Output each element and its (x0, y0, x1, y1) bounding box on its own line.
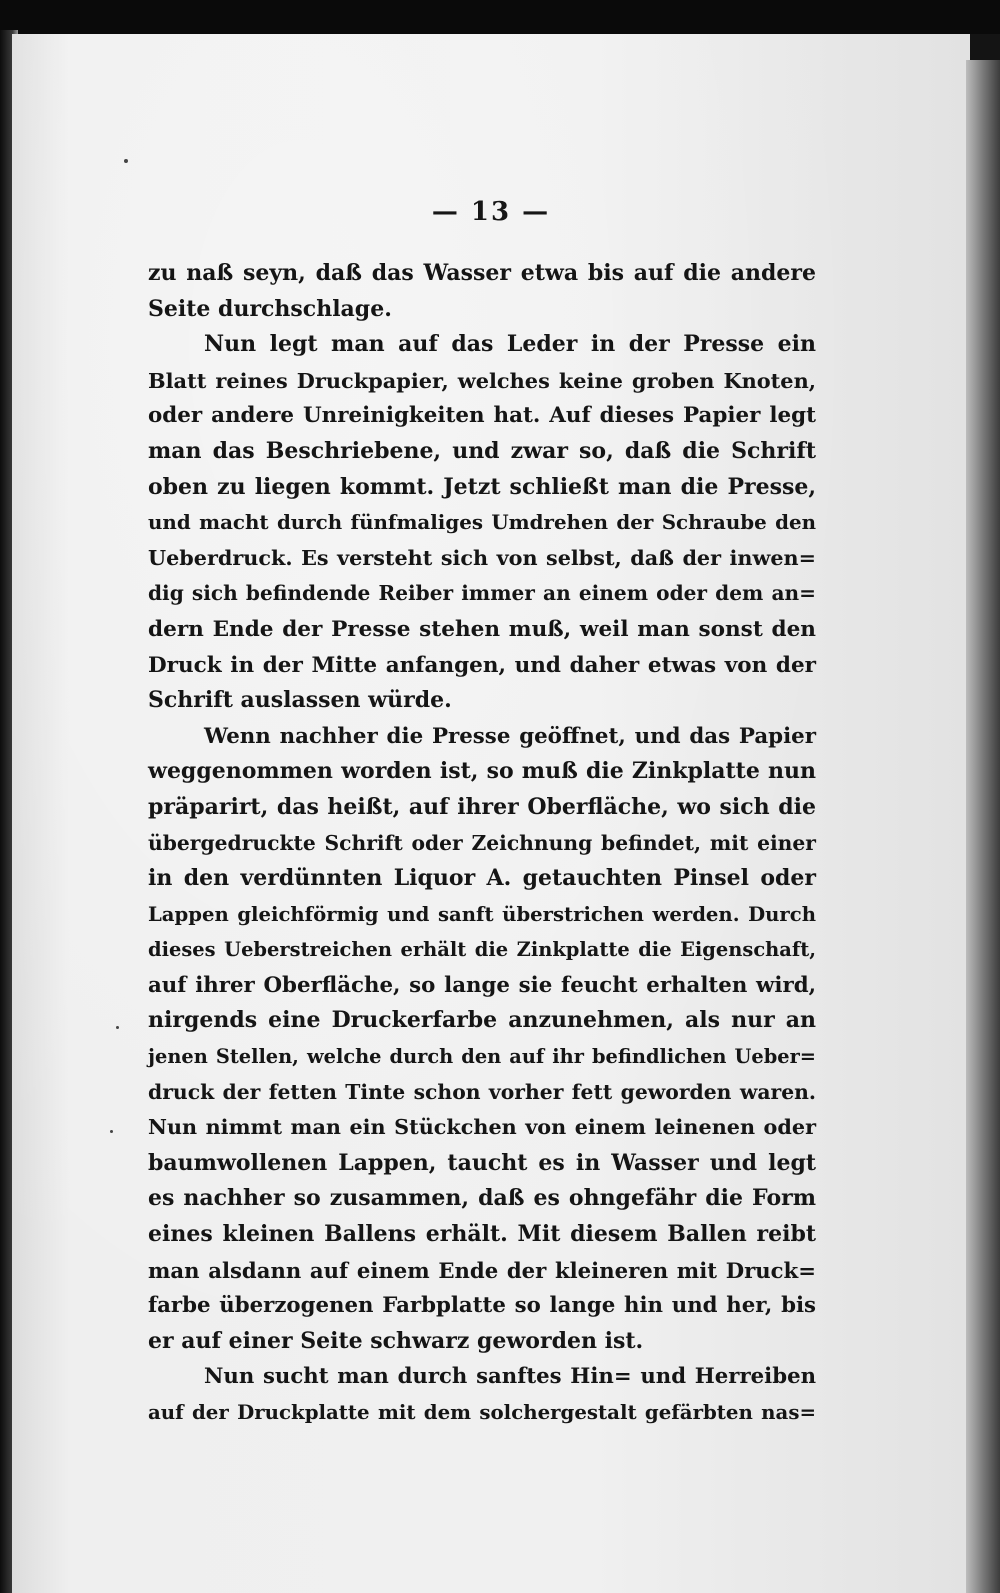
book-page (12, 34, 970, 1593)
text-line: druck der fetten Tinte schon vorher fett geworden waren. (148, 1079, 816, 1104)
text-line: baumwollenen Lappen, taucht es in Wasser und legt (148, 1149, 816, 1176)
paper-speck (110, 1130, 113, 1133)
text-line: man das Beschriebene, und zwar so, daß die Schrift (148, 437, 816, 464)
text-line: präparirt, das heißt, auf ihrer Oberfläche, wo sich die (148, 793, 816, 820)
text-line: und macht durch fünfmaliges Umdrehen der Schraube den (148, 510, 816, 535)
text-line: Nun legt man auf das Leder in der Presse ein (204, 331, 816, 358)
paper-speck (116, 1026, 119, 1029)
text-line: es nachher so zusammen, daß es ohngefähr die Form (148, 1185, 816, 1212)
text-line: Seite durchschlage. (148, 295, 392, 322)
text-line: Nun nimmt man ein Stückchen von einem leinenen oder (148, 1115, 816, 1140)
text-line: jenen Stellen, welche durch den auf ihr befindlichen Ueber= (148, 1045, 816, 1069)
paper-speck (124, 159, 128, 163)
text-line: dig sich befindende Reiber immer an einem oder dem an= (148, 581, 816, 606)
text-line: in den verdünnten Liquor A. getauchten Pinsel oder (148, 865, 816, 892)
text-line: auf ihrer Oberfläche, so lange sie feucht erhalten wird, (148, 972, 816, 998)
text-line: eines kleinen Ballens erhält. Mit diesem Ballen reibt (148, 1221, 816, 1248)
text-line: Schrift auslassen würde. (148, 687, 452, 714)
text-line: oder andere Unreinigkeiten hat. Auf dieses Papier legt (148, 403, 816, 429)
text-line: er auf einer Seite schwarz geworden ist. (148, 1327, 644, 1354)
scanner-top-border (0, 0, 1000, 34)
text-line: oben zu liegen kommt. Jetzt schließt man die Presse, (148, 473, 816, 500)
text-line: weggenommen worden ist, so muß die Zinkplatte nun (148, 758, 816, 785)
text-line: Blatt reines Druckpapier, welches keine groben Knoten, (148, 367, 816, 393)
text-line: nirgends eine Druckerfarbe anzunehmen, als nur an (148, 1007, 816, 1034)
page-edge-shadow (966, 60, 1000, 1593)
text-line: auf der Druckplatte mit dem solchergestalt gefärbten nas= (148, 1400, 816, 1424)
text-line: man alsdann auf einem Ende der kleineren mit Druck= (148, 1257, 816, 1283)
text-line: übergedruckte Schrift oder Zeichnung befindet, mit einer (148, 830, 816, 855)
text-line: Nun sucht man durch sanftes Hin= und Herreiben (204, 1364, 816, 1390)
text-line: dieses Ueberstreichen erhält die Zinkplatte die Eigenschaft, (148, 938, 816, 962)
text-line: Wenn nachher die Presse geöffnet, und das Papier (204, 723, 816, 749)
text-line: zu naß seyn, daß das Wasser etwa bis auf die andere (148, 260, 816, 286)
text-line: Ueberdruck. Es versteht sich von selbst, daß der inwen= (148, 545, 816, 570)
text-line: Druck in der Mitte anfangen, und daher etwas von der (148, 652, 816, 678)
text-line: dern Ende der Presse stehen muß, weil man sonst den (148, 616, 816, 642)
text-line: Lappen gleichförmig und sanft überstrichen werden. Durch (148, 902, 816, 926)
text-line: farbe überzogenen Farbplatte so lange hin und her, bis (148, 1293, 816, 1319)
page-number: — 13 — (431, 197, 551, 227)
body-text (148, 256, 816, 1431)
